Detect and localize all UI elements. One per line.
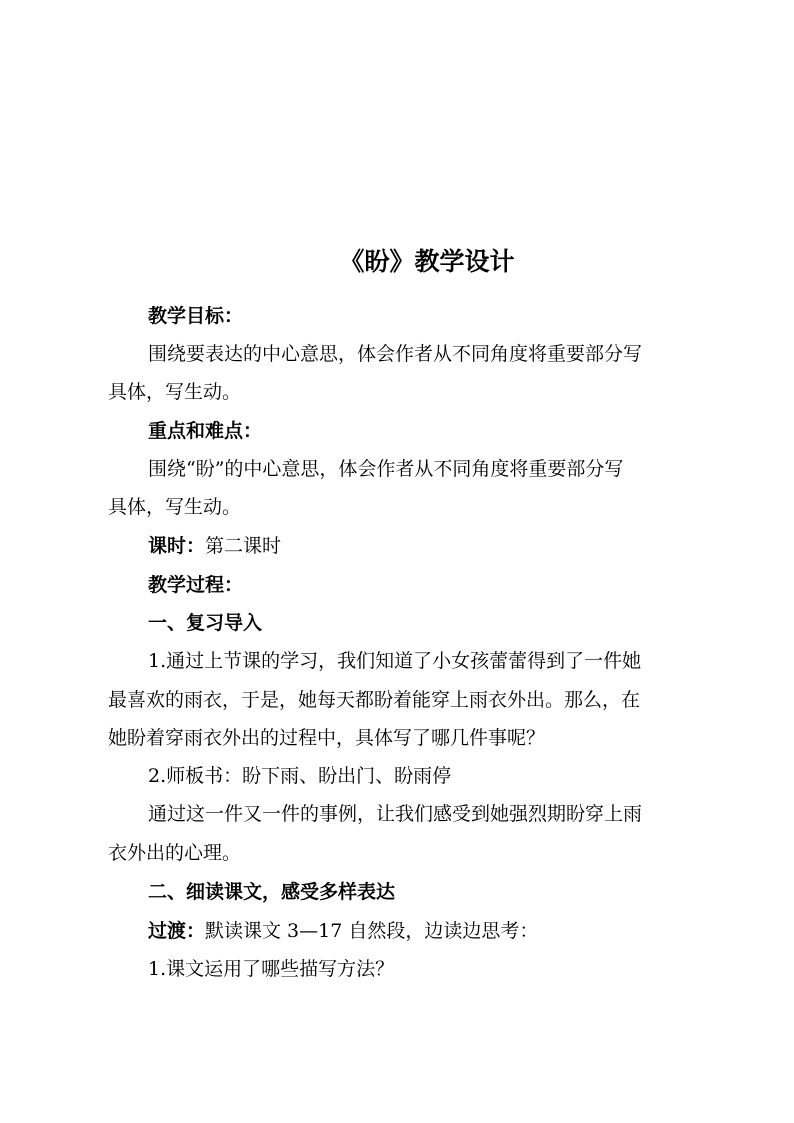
section-1-para-1-line-3: 她盼着穿雨衣外出的过程中，具体写了哪几件事呢？: [108, 727, 546, 749]
key-text-line-1: 围绕“盼”的中心意思，体会作者从不同角度将重要部分写: [148, 458, 624, 480]
goals-text-line-2: 具体，写生动。: [108, 381, 242, 403]
key-heading: 重点和难点：: [148, 420, 263, 442]
section-1-para-1-line-2: 最喜欢的雨衣，于是，她每天都盼着能穿上雨衣外出。那么，在: [108, 689, 641, 711]
transition-label: 过渡：: [148, 920, 206, 942]
section-1-para-2: 2.师板书：盼下雨、盼出门、盼雨停: [148, 765, 452, 787]
key-text-line-2: 具体，写生动。: [108, 496, 242, 518]
class-period: [148, 534, 738, 558]
goals-heading: 教学目标：: [148, 305, 244, 327]
transition: [148, 919, 738, 943]
section-2-heading: 二、细读课文，感受多样表达: [148, 881, 396, 903]
section-1-para-1-line-1: 1.通过上节课的学习，我们知道了小女孩蕾蕾得到了一件她: [148, 650, 642, 672]
goals-text-line-1: 围绕要表达的中心意思，体会作者从不同角度将重要部分写: [148, 343, 643, 365]
transition-text: 默读课文 3—17 自然段，边读边思考：: [205, 920, 539, 942]
page-title: 《盼》教学设计: [339, 247, 515, 276]
question-1: 1.课文运用了哪些描写方法？: [148, 958, 395, 980]
section-1-para-3-line-1: 通过这一件又一件的事例，让我们感受到她强烈期盼穿上雨: [148, 803, 643, 825]
section-1-para-3-line-2: 衣外出的心理。: [108, 842, 242, 864]
period-value: 第二课时: [205, 535, 282, 557]
section-1-heading: 一、复习导入: [148, 612, 263, 634]
period-label: 课时：: [148, 535, 206, 557]
process-heading: 教学过程：: [148, 574, 244, 596]
